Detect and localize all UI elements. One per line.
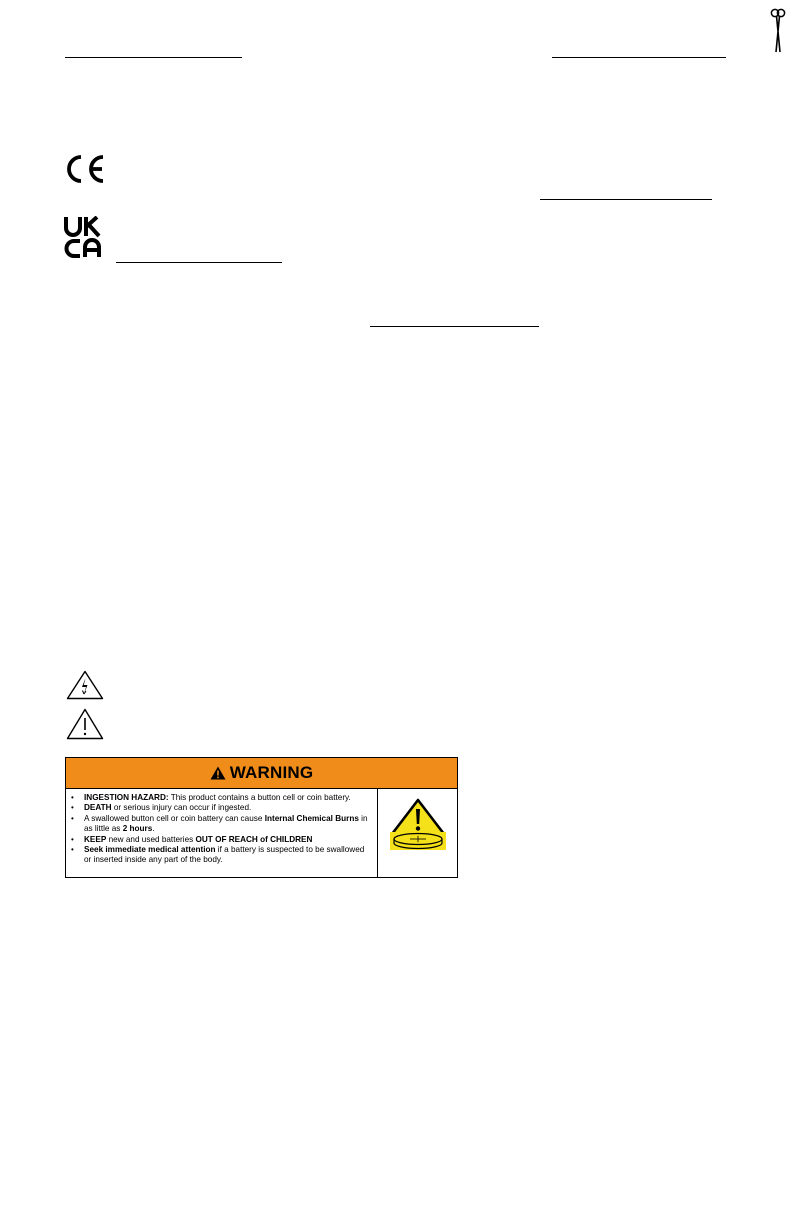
warning-triangle-icon [210, 766, 226, 780]
battery-ingestion-hazard-icon [390, 798, 446, 850]
warning-header [66, 758, 457, 789]
caution-exclamation-icon [66, 708, 104, 740]
underline-rule [552, 57, 726, 58]
warning-title: WARNING [229, 763, 314, 782]
electric-shock-warning-icon [66, 670, 104, 700]
scissors-icon [770, 8, 786, 54]
warning-item: • INGESTION HAZARD: This product contains a button cell or coin battery. [70, 793, 373, 803]
ce-mark-icon [64, 154, 106, 184]
warning-item: • A swallowed button cell or coin battery can cause Internal Chemical Burns in as little as 2 hours. [70, 814, 373, 835]
ukca-mark-icon [64, 216, 106, 258]
warning-text-panel [66, 788, 378, 877]
underline-rule [540, 199, 712, 200]
underline-rule [65, 57, 242, 58]
warning-item: • KEEP new and used batteries OUT OF REACH of CHILDREN [70, 835, 373, 845]
battery-warning-label [65, 757, 458, 878]
warning-list [70, 793, 373, 866]
underline-rule [370, 326, 539, 327]
underline-rule [116, 262, 282, 263]
warning-pictogram-panel [378, 788, 457, 877]
warning-item: • DEATH or serious injury can occur if ingested. [70, 803, 373, 813]
warning-item: • Seek immediate medical attention if a battery is suspected to be swallowed or inserted inside any part of the body. [70, 845, 373, 866]
